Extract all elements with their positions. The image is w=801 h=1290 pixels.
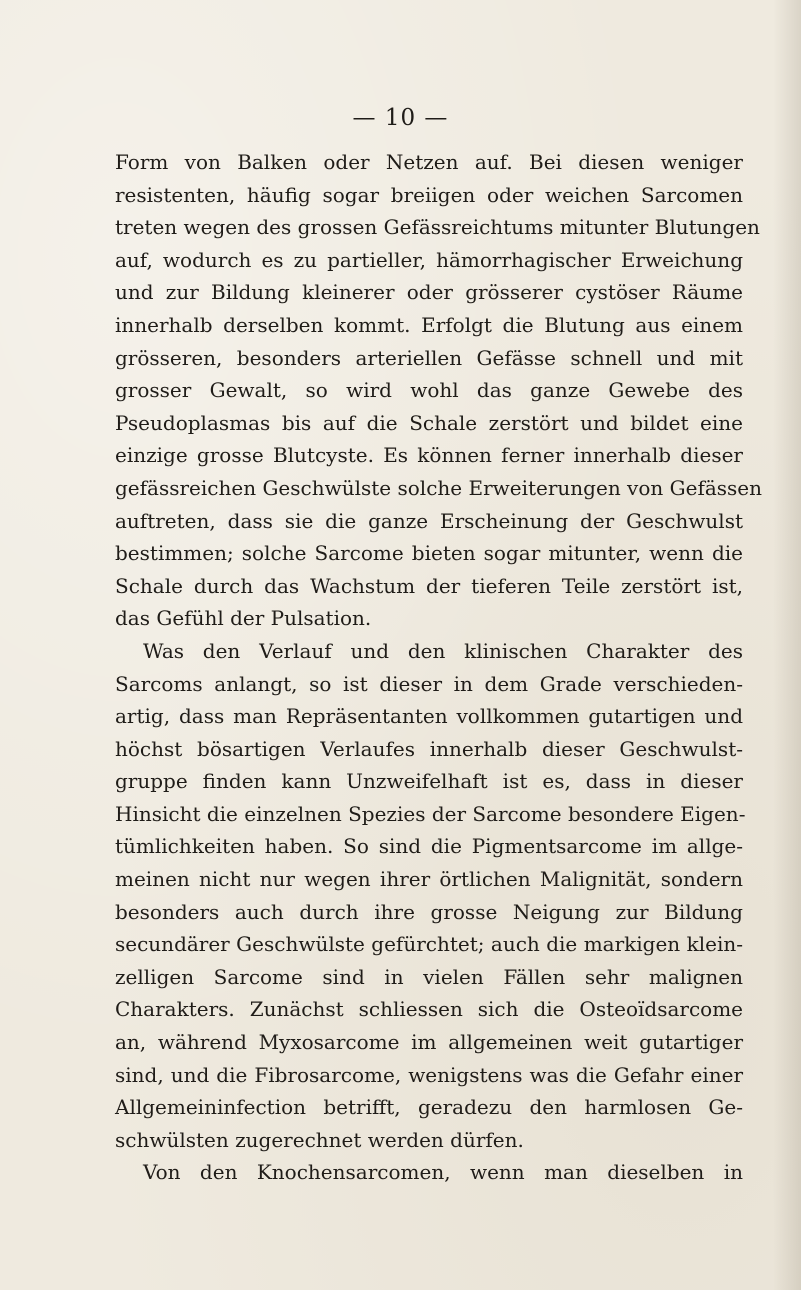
text-line: innerhalb derselben kommt. Erfolgt die Blutung aus einem (115, 312, 743, 337)
body-text (115, 146, 763, 1189)
text-line: Pseudoplasmas bis auf die Schale zerstört und bildet eine (115, 410, 743, 435)
page-number: — 10 — (352, 105, 449, 131)
text-line: besonders auch durch ihre grosse Neigung zur Bildung (115, 899, 743, 924)
text-line: secundärer Geschwülste gefürchtet; auch die markigen klein- (115, 932, 743, 957)
text-line: bestimmen; solche Sarcome bieten sogar mitunter, wenn die (115, 541, 743, 566)
text-line: zelligen Sarcome sind in vielen Fällen sehr malignen (115, 964, 743, 989)
text-line: Hinsicht die einzelnen Spezies der Sarcome besondere Eigen- (115, 801, 746, 826)
text-line: Sarcoms anlangt, so ist dieser in dem Grade verschieden- (115, 671, 743, 696)
text-line: grösseren, besonders arteriellen Gefässe schnell und mit (115, 345, 743, 370)
text-line: Charakters. Zunächst schliessen sich die Osteoïdsarcome (115, 997, 743, 1022)
text-line: gruppe finden kann Unzweifelhaft ist es, dass in dieser (115, 769, 743, 794)
text-line: grosser Gewalt, so wird wohl das ganze Gewebe des (115, 378, 743, 403)
paragraph-end-line: schwülsten zugerechnet werden dürfen. (115, 1127, 524, 1152)
paragraph-start-line: Von den Knochensarcomen, wenn man dieselben in (143, 1160, 743, 1185)
text-line: und zur Bildung kleinerer oder grösserer cystöser Räume (115, 280, 743, 305)
text-line: gefässreichen Geschwülste solche Erweiterungen von Gefässen (115, 475, 763, 500)
paragraph-end-line: das Gefühl der Pulsation. (115, 606, 372, 631)
page-edge-shadow (773, 0, 801, 1290)
text-line: auf, wodurch es zu partieller, hämorrhagischer Erweichung (115, 247, 743, 272)
text-line: an, während Myxosarcome im allgemeinen weit gutartiger (115, 1030, 743, 1055)
text-line: Schale durch das Wachstum der tieferen Teile zerstört ist, (115, 573, 743, 598)
text-line: einzige grosse Blutcyste. Es können ferner innerhalb dieser (115, 443, 743, 468)
text-line: Allgemeininfection betrifft, geradezu den harmlosen Ge- (115, 1095, 743, 1120)
paragraph-start-line: Was den Verlauf und den klinischen Charakter des (143, 638, 743, 663)
text-line: höchst bösartigen Verlaufes innerhalb dieser Geschwulst- (115, 736, 743, 761)
text-line: sind, und die Fibrosarcome, wenigstens was die Gefahr einer (115, 1062, 743, 1087)
text-line: meinen nicht nur wegen ihrer örtlichen Malignität, sondern (115, 867, 743, 892)
text-line: auftreten, dass sie die ganze Erscheinung der Geschwulst (115, 508, 743, 533)
text-line: artig, dass man Repräsentanten vollkommen gutartigen und (115, 704, 743, 729)
text-line: resistenten, häufig sogar breiigen oder weichen Sarcomen (115, 182, 743, 207)
text-line: tümlichkeiten haben. So sind die Pigmentsarcome im allge- (115, 834, 743, 859)
text-line: treten wegen des grossen Gefässreichtums mitunter Blutungen (115, 215, 760, 240)
text-line: Form von Balken oder Netzen auf. Bei diesen weniger (115, 150, 743, 174)
